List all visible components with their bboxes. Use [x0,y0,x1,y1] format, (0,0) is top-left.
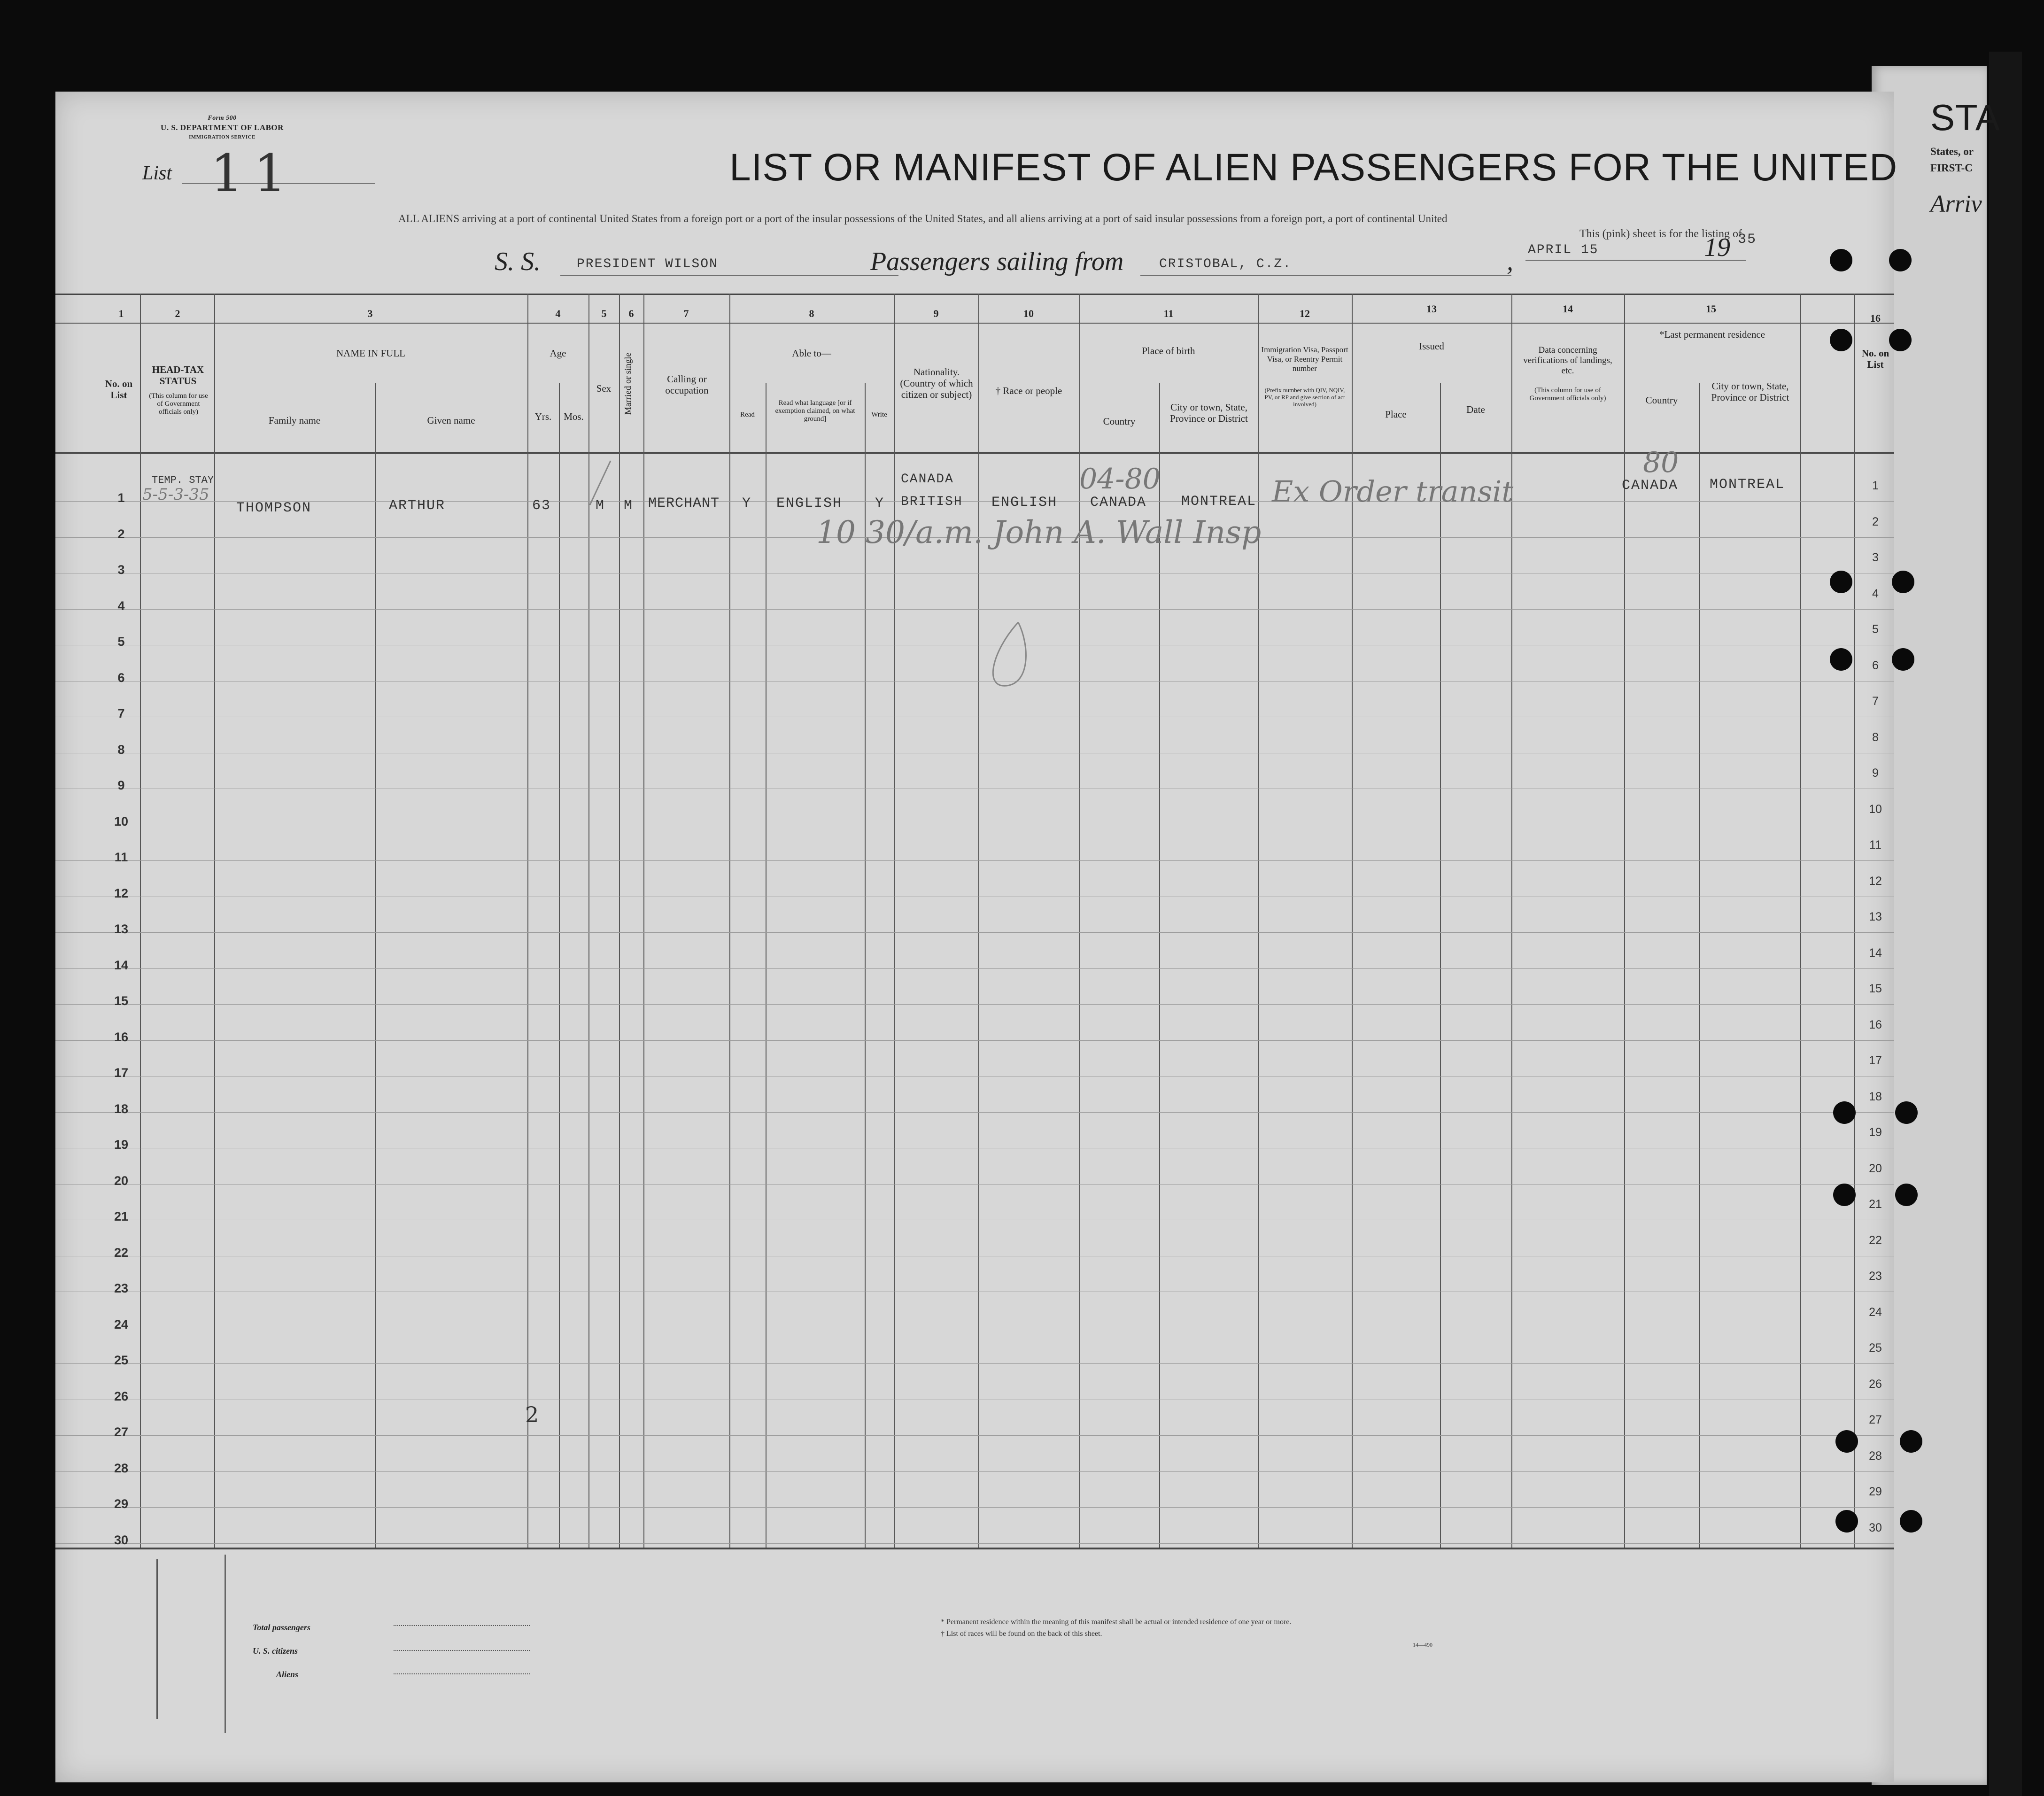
hdr-city-town: City or town, State, Province or District [1170,402,1248,424]
punch-hole [1895,1184,1918,1206]
row-number: 22 [114,1245,129,1260]
hdr-family-name: Family name [268,415,321,426]
hdr-yrs: Yrs. [534,411,552,422]
col-num: 3 [367,308,373,319]
hdr-no-on-list-right: No. on List [1861,348,1889,370]
col-num: 14 [1563,303,1573,315]
hand-row27: 2 [525,1402,539,1427]
service: IMMIGRATION SERVICE [189,134,256,140]
hdr-nationality: Nationality. (Country of which citizen or subject) [900,366,973,400]
row-number-right: 21 [1869,1198,1882,1211]
punch-hole [1900,1430,1922,1453]
row-number-right: 22 [1869,1233,1882,1247]
footer-print-code: 14—490 [1413,1641,1432,1648]
row-number: 24 [114,1317,129,1332]
hdr-read-what: Read what language [or if exemption claimed, on what ground] [775,399,855,423]
cell-given-name: ARTHUR [389,498,446,514]
hdr-res-country: Country [1645,395,1678,406]
col-line [619,294,620,1548]
punch-hole [1833,1101,1856,1124]
hand-visa-mark: Ex Order transit [1272,474,1514,509]
row-number-right: 23 [1869,1270,1882,1283]
row-number: 20 [114,1173,129,1188]
row-number: 15 [114,994,129,1008]
row-number: 7 [117,706,125,720]
row-number-right: 3 [1872,551,1879,564]
hdr-last-residence: *Last permanent residence [1659,329,1765,340]
hdr-place: Place [1385,409,1407,420]
hdr-place-of-birth: Place of birth [1142,345,1195,356]
col-num: 9 [933,308,939,319]
cell-occupation: MERCHANT [648,495,720,511]
cell-nationality-1: CANADA [901,472,954,487]
col-num: 1 [118,308,124,319]
colnum-rule [55,323,1894,324]
row-number-right: 12 [1869,874,1882,888]
row-number: 17 [114,1066,129,1080]
row-rule [55,609,1894,610]
row-rule [55,1112,1894,1113]
punch-hole [1830,571,1852,593]
row-number: 26 [114,1389,129,1403]
row-number-right: 24 [1869,1305,1882,1319]
row-number-right: 16 [1869,1018,1882,1031]
row-number-right: 11 [1869,838,1881,852]
row-rule [55,1435,1894,1436]
footer-total-line [394,1625,530,1626]
cell-birth-city: MONTREAL [1181,494,1257,510]
hdr-no-on-list: No. on List [105,378,133,401]
col-num: 12 [1300,308,1310,319]
form-number: Form 500 [208,115,237,122]
right-page-line2: FIRST-C [1930,162,1973,174]
cell-res-city: MONTREAL [1710,477,1785,493]
row-number: 25 [114,1353,129,1367]
col-num: 16 [1870,312,1881,324]
cell-res-country: CANADA [1622,478,1679,494]
hdr-married: Married or single [623,353,633,415]
year-suffix: 35 [1738,232,1757,248]
departure-port: CRISTOBAL, C.Z. [1159,257,1292,271]
row-number-right: 28 [1869,1449,1882,1463]
hdr-mos: Mos. [564,411,584,422]
port-underline [1140,275,1511,276]
col-num: 11 [1163,308,1174,319]
row-number: 1 [117,491,125,505]
row-number-right: 18 [1869,1090,1882,1103]
footer-note-1: * Permanent residence within the meaning of this manifest shall be actual or intended residence of one year or more. [941,1618,1292,1626]
punch-hole [1889,249,1912,271]
hdr-able-to: Able to— [792,348,831,359]
punch-hole [1833,1184,1856,1206]
row-number: 12 [114,886,129,900]
manifest-title: LIST OR MANIFEST OF ALIEN PASSENGERS FOR THE UNITED [729,146,1898,189]
row-rule [55,1471,1894,1472]
table-bottom-rule [55,1548,1894,1549]
footer-citizens-line [394,1650,530,1651]
row-rule [55,1507,1894,1508]
col-line [140,294,141,1548]
col-line [214,294,215,1548]
hand-head-tax: 5-5-3-35 [142,485,209,504]
hand-birth-mark: 04-80 [1079,463,1161,495]
right-page-line1: States, or [1930,146,1974,157]
hdr-age: Age [550,348,566,359]
hdr-given-name: Given name [427,415,475,426]
hdr-head-tax: HEAD-TAX STATUS [152,364,204,387]
punch-hole [1835,1430,1858,1453]
col-num: 10 [1023,308,1034,319]
list-value: 11 [210,143,297,203]
comma: , [1507,247,1513,276]
row-number: 8 [117,742,125,757]
row-rule [55,860,1894,861]
row-number: 11 [114,850,128,864]
col-line [729,294,730,1548]
col-num: 4 [555,308,561,319]
cell-age-years: 63 [532,498,551,514]
row-rule [55,501,1894,502]
row-number: 2 [117,526,125,541]
list-label: List [142,163,172,184]
row-number-right: 25 [1869,1341,1882,1355]
cell-language: ENGLISH [776,495,843,511]
row-number-right: 5 [1872,623,1879,636]
punch-hole [1892,648,1914,671]
cell-race: ENGLISH [991,495,1058,511]
hdr-name-in-full: NAME IN FULL [336,348,405,359]
hdr-date: Date [1466,404,1485,415]
footer-aliens-line [394,1673,530,1674]
manifest-subtitle-2: This (pink) sheet is for the listing of [1579,228,1742,240]
col-num: 15 [1706,303,1716,315]
ship-underline [560,275,898,276]
scan-dark-edge [1989,52,2022,1796]
row-number: 6 [117,670,125,685]
cell-birth-country: CANADA [1090,495,1147,511]
cell-head-tax: TEMP. STAY [152,474,214,486]
row-number: 4 [117,598,125,613]
row-number: 21 [114,1209,129,1223]
hdr-race: † Race or people [995,385,1062,396]
footer-note-2: † List of races will be found on the back of this sheet. [941,1630,1102,1638]
row-number: 16 [114,1030,129,1044]
row-number-right: 29 [1869,1485,1882,1498]
col-num: 6 [628,308,634,319]
row-number: 10 [114,814,129,828]
department: U. S. DEPARTMENT OF LABOR [161,123,284,132]
col-line [865,383,866,1548]
table-top-rule [55,294,1894,295]
punch-hole [1895,1101,1918,1124]
footer-pen-stroke [225,1555,226,1733]
row-number-right: 6 [1872,658,1879,672]
row-number-right: 2 [1872,515,1879,528]
row-number-right: 14 [1869,946,1882,960]
row-number: 30 [114,1533,129,1547]
col-line [1800,294,1801,1548]
right-page-title: STA [1930,97,2000,138]
hdr-read: Read [740,411,755,418]
hdr-head-tax-note: (This column for use of Government officials only) [149,392,208,416]
row-number-right: 1 [1872,479,1879,492]
col-num: 13 [1426,303,1437,315]
row-number-right: 8 [1872,730,1879,744]
footer-pen-stroke [156,1559,158,1719]
row-number-right: 13 [1869,910,1882,923]
hdr-country: Country [1103,416,1136,427]
footer-aliens: Aliens [276,1670,299,1679]
row-rule [55,932,1894,933]
col-line [1159,383,1160,1548]
col-line [375,383,376,1548]
row-number-right: 7 [1872,695,1879,708]
row-number: 3 [117,563,125,577]
row-rule [55,1004,1894,1005]
col-line [643,294,644,1548]
cell-write: Y [875,495,885,511]
row-number: 19 [114,1138,129,1152]
punch-hole [1835,1510,1858,1533]
row-number-right: 30 [1869,1521,1882,1534]
col-line [894,294,895,1548]
hdr-visa-note: (Prefix number with QIV, NQIV, PV, or RP and give section of act involved) [1264,387,1345,408]
sailing-label: Passengers sailing from [870,247,1124,276]
row-number: 29 [114,1497,129,1511]
col-line [1440,383,1441,1548]
col-num: 7 [683,308,689,319]
row-number-right: 4 [1872,587,1879,600]
hdr-visa: Immigration Visa, Passport Visa, or Reentry Permit number [1261,345,1348,373]
hdr-issued: Issued [1419,341,1444,352]
col-num: 5 [601,308,607,319]
punch-hole [1900,1510,1922,1533]
hdr-landing: Data concerning verifications of landings, etc. [1523,345,1612,376]
row-number-right: 26 [1869,1377,1882,1391]
cell-read: Y [742,495,752,511]
cell-marital: M [624,498,634,514]
ship-name: PRESIDENT WILSON [577,257,718,271]
row-rule [55,1040,1894,1041]
col-line [1854,294,1855,1548]
col-line [1699,383,1700,1548]
hdr-write: Write [871,411,887,418]
col-num: 2 [175,308,180,319]
right-page-line3: Arriv [1930,191,1982,217]
row-rule [55,968,1894,969]
row-number: 18 [114,1101,129,1116]
row-number-right: 20 [1869,1161,1882,1175]
cell-sex: M [596,498,605,514]
check-mark [586,458,614,510]
punch-hole [1830,329,1852,351]
col-line [1258,294,1259,1548]
row-number: 9 [117,778,125,792]
footer-citizens: U. S. citizens [253,1646,298,1656]
footer-total: Total passengers [253,1623,310,1632]
col-line [559,383,560,1548]
hdr-calling: Calling or occupation [665,373,709,396]
header-bottom-rule [55,452,1894,454]
row-number-right: 15 [1869,982,1882,995]
row-rule [55,1363,1894,1364]
row-number-right: 9 [1872,766,1879,780]
row-number-right: 17 [1869,1054,1882,1067]
col-line [978,294,979,1548]
handwritten-loop [974,618,1049,693]
row-number: 28 [114,1461,129,1475]
col-num: 8 [809,308,814,319]
row-number-right: 27 [1869,1413,1882,1426]
hdr-sex: Sex [596,383,612,394]
punch-hole [1889,329,1912,351]
hand-inspector: 10 30/a.m. John A. Wall Insp [816,514,1262,550]
punch-hole [1892,571,1914,593]
cell-family-name: THOMPSON [236,500,312,516]
col-line [527,294,528,1548]
row-rule [55,1543,1894,1544]
hdr-res-city: City or town, State, Province or District [1711,380,1789,403]
punch-hole [1830,249,1852,271]
row-number: 13 [114,922,129,936]
row-number: 27 [114,1425,129,1439]
sailing-date: APRIL 15 [1528,243,1599,257]
manifest-subtitle: ALL ALIENS arriving at a port of continental United States from a foreign port or a port of the insular possessions of the United States, and all aliens arriving at a port of said insular possessions from a foreign port, a port of continental United [398,213,1448,224]
hand-res-mark: 80 [1643,446,1679,479]
hdr-landing-note: (This column for use of Government officials only) [1529,387,1606,402]
row-number: 23 [114,1281,129,1295]
year-prefix: 19 [1704,233,1730,262]
punch-hole [1830,648,1852,671]
manifest-sheet [55,92,1898,1782]
row-number-right: 10 [1869,802,1882,816]
row-number-right: 19 [1869,1126,1882,1139]
row-number: 5 [117,635,125,649]
cell-nationality-2: BRITISH [901,495,963,509]
ss-label: S. S. [495,247,541,276]
row-number: 14 [114,958,129,972]
